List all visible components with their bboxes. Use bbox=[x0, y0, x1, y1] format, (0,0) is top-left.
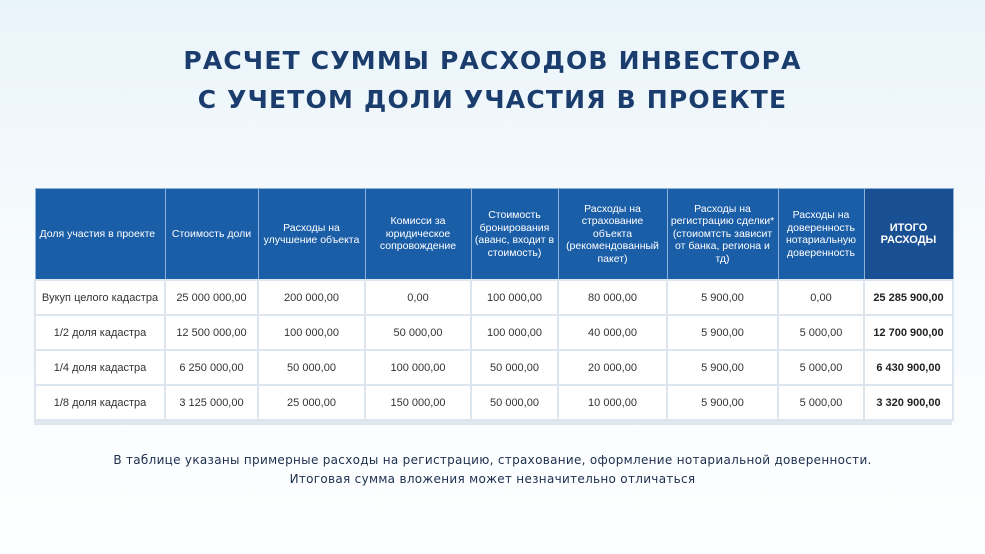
header-booking: Стоимость бронирования (аванс, входит в стоимость) bbox=[471, 189, 558, 281]
header-registration: Расходы на регистрацию сделки* (стоиомтсть зависит от банка, региона и тд) bbox=[667, 189, 778, 281]
cell-insurance: 40 000,00 bbox=[558, 315, 667, 350]
cell-improvement: 200 000,00 bbox=[258, 280, 365, 315]
cell-booking: 100 000,00 bbox=[471, 280, 558, 315]
page-title-line-1: РАСЧЕТ СУММЫ РАСХОДОВ ИНВЕСТОРА bbox=[183, 46, 802, 75]
cell-registration: 5 900,00 bbox=[667, 350, 778, 385]
cell-registration: 5 900,00 bbox=[667, 385, 778, 420]
cell-total: 3 320 900,00 bbox=[864, 385, 953, 420]
cell-share-cost: 3 125 000,00 bbox=[165, 385, 258, 420]
header-share-cost: Стоимость доли bbox=[165, 189, 258, 281]
cell-registration: 5 900,00 bbox=[667, 280, 778, 315]
cell-booking: 100 000,00 bbox=[471, 315, 558, 350]
footnote-line-2: Итоговая сумма вложения может незначительно отличаться bbox=[289, 472, 696, 486]
cell-legal-fee: 150 000,00 bbox=[365, 385, 471, 420]
cell-share: 1/4 доля кадастра bbox=[35, 350, 165, 385]
cell-share-cost: 25 000 000,00 bbox=[165, 280, 258, 315]
cell-notary: 5 000,00 bbox=[778, 350, 864, 385]
cell-booking: 50 000,00 bbox=[471, 350, 558, 385]
table-row bbox=[35, 315, 953, 350]
header-total: ИТОГО РАСХОДЫ bbox=[864, 189, 953, 281]
cell-notary: 5 000,00 bbox=[778, 315, 864, 350]
cell-improvement: 25 000,00 bbox=[258, 385, 365, 420]
cell-share-cost: 6 250 000,00 bbox=[165, 350, 258, 385]
cell-legal-fee: 50 000,00 bbox=[365, 315, 471, 350]
cell-legal-fee: 100 000,00 bbox=[365, 350, 471, 385]
footnote-line-1: В таблице указаны примерные расходы на регистрацию, страхование, оформление нотариальной доверенности. bbox=[113, 453, 872, 467]
table-row bbox=[35, 280, 953, 315]
cell-booking: 50 000,00 bbox=[471, 385, 558, 420]
header-notary: Расходы на доверенность нотариальную доверенность bbox=[778, 189, 864, 281]
cell-improvement: 100 000,00 bbox=[258, 315, 365, 350]
cell-share: 1/2 доля кадастра bbox=[35, 315, 165, 350]
cell-improvement: 50 000,00 bbox=[258, 350, 365, 385]
page-title bbox=[0, 41, 985, 119]
expenses-table-container bbox=[34, 188, 952, 425]
cell-notary: 0,00 bbox=[778, 280, 864, 315]
cell-share-cost: 12 500 000,00 bbox=[165, 315, 258, 350]
header-improvement: Расходы на улучшение объекта bbox=[258, 189, 365, 281]
page-title-line-2: С УЧЕТОМ ДОЛИ УЧАСТИЯ В ПРОЕКТЕ bbox=[197, 85, 788, 114]
cell-registration: 5 900,00 bbox=[667, 315, 778, 350]
cell-total: 6 430 900,00 bbox=[864, 350, 953, 385]
cell-total: 25 285 900,00 bbox=[864, 280, 953, 315]
header-insurance: Расходы на страхование объекта (рекомендованный пакет) bbox=[558, 189, 667, 281]
cell-share: 1/8 доля кадастра bbox=[35, 385, 165, 420]
header-legal-fee: Комисси за юридическое сопровождение bbox=[365, 189, 471, 281]
cell-insurance: 10 000,00 bbox=[558, 385, 667, 420]
table-header-row bbox=[35, 189, 953, 281]
cell-insurance: 80 000,00 bbox=[558, 280, 667, 315]
table-row bbox=[35, 350, 953, 385]
table-row bbox=[35, 385, 953, 420]
cell-share: Вукуп целого кадастра bbox=[35, 280, 165, 315]
cell-legal-fee: 0,00 bbox=[365, 280, 471, 315]
expenses-table bbox=[34, 188, 954, 421]
footnote bbox=[0, 451, 985, 489]
cell-insurance: 20 000,00 bbox=[558, 350, 667, 385]
header-share: Доля участия в проекте bbox=[35, 189, 165, 281]
cell-total: 12 700 900,00 bbox=[864, 315, 953, 350]
cell-notary: 5 000,00 bbox=[778, 385, 864, 420]
